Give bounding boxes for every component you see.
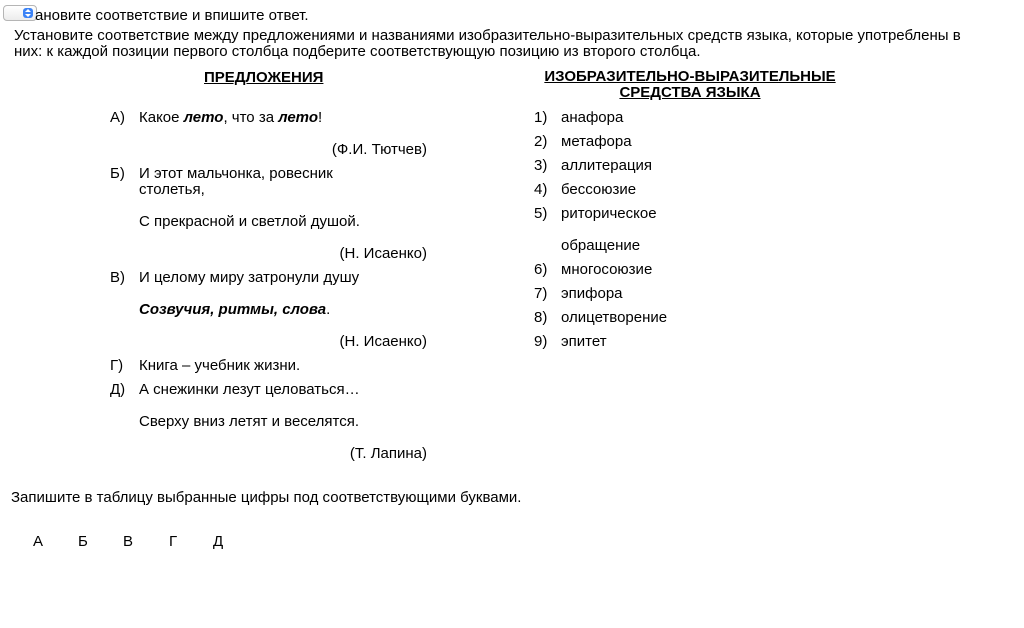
sentence-d-line1: Книга – учебник жизни. (139, 357, 301, 374)
option-7-text: эпифора (561, 285, 623, 302)
option-9-num: 9) (534, 333, 548, 350)
option-7-num: 7) (534, 285, 548, 302)
answer-letter-g: Г (169, 533, 178, 550)
answer-letter-b: Б (78, 533, 88, 550)
sentence-c-letter: В) (110, 269, 125, 286)
sentence-d-letter: Г) (110, 357, 124, 374)
sentence-a-part2: , что за (223, 109, 279, 126)
sentence-e-line1: А снежинки лезут целоваться… (139, 381, 360, 398)
option-6-num: 6) (534, 261, 548, 278)
sentence-b-line3: С прекрасной и светлой душой. (139, 213, 360, 230)
option-3-num: 3) (534, 157, 548, 174)
sentence-a-text (139, 109, 322, 126)
option-4-num: 4) (534, 181, 548, 198)
option-1-num: 1) (534, 109, 548, 126)
sentences-heading: ПРЕДЛОЖЕНИЯ (204, 69, 324, 86)
sentence-e-line2: Сверху вниз летят и веселятся. (139, 413, 360, 430)
sentence-b-line2: столетья, (139, 181, 205, 198)
answer-letter-a: А (33, 533, 44, 550)
option-8-text: олицетворение (561, 309, 668, 326)
sentence-a-author: (Ф.И. Тютчев) (331, 141, 427, 158)
sentence-b-line1: И этот мальчонка, ровесник (139, 165, 333, 182)
sentence-e-letter: Д) (110, 381, 126, 398)
sentence-a-bold2: лето (278, 109, 318, 126)
sentence-c-line1: И целому миру затронули душу (139, 269, 360, 286)
option-5-text: риторическое (561, 205, 657, 222)
instruction-top: ановите соответствие и впишите ответ. (35, 7, 309, 24)
instruction-main: Установите соответствие между предложениями и названиями изобразительно-выразительных средств языка, которые употреблены в них: к каждой позиции первого столбца подберите соответствующую позицию из второго столбца. (14, 27, 961, 60)
option-5-num: 5) (534, 205, 548, 222)
answer-select[interactable] (3, 5, 37, 21)
option-9-text: эпитет (561, 333, 607, 350)
sentence-c-bold: Созвучия, ритмы, слова (139, 301, 327, 318)
option-3-text: аллитерация (561, 157, 653, 174)
answer-letter-v: В (123, 533, 134, 550)
options-heading: ИЗОБРАЗИТЕЛЬНО-ВЫРАЗИТЕЛЬНЫЕ СРЕДСТВА ЯЗЫКА (544, 68, 836, 101)
answer-letter-d: Д (213, 533, 224, 550)
option-2-num: 2) (534, 133, 548, 150)
sentence-a-bold1: лето (183, 109, 224, 126)
option-4-text: бессоюзие (561, 181, 637, 198)
sentence-c-author: (Н. Исаенко) (339, 333, 427, 350)
option-5-text-cont: обращение (561, 237, 641, 254)
sentence-e-author: (Т. Лапина) (349, 445, 427, 462)
option-2-text: метафора (561, 133, 632, 150)
option-6-text: многосоюзие (561, 261, 653, 278)
sentence-c-line2 (139, 301, 330, 318)
sentence-c-rest: . (326, 301, 331, 318)
select-arrows-icon (23, 8, 33, 18)
answer-prompt: Запишите в таблицу выбранные цифры под соответствующими буквами. (11, 489, 522, 506)
option-1-text: анафора (561, 109, 624, 126)
sentence-a-letter: А) (110, 109, 125, 126)
option-8-num: 8) (534, 309, 548, 326)
sentence-a-part1: Какое (139, 109, 184, 126)
sentence-b-author: (Н. Исаенко) (339, 245, 427, 262)
sentence-b-letter: Б) (110, 165, 125, 182)
sentence-a-part3: ! (317, 109, 323, 126)
